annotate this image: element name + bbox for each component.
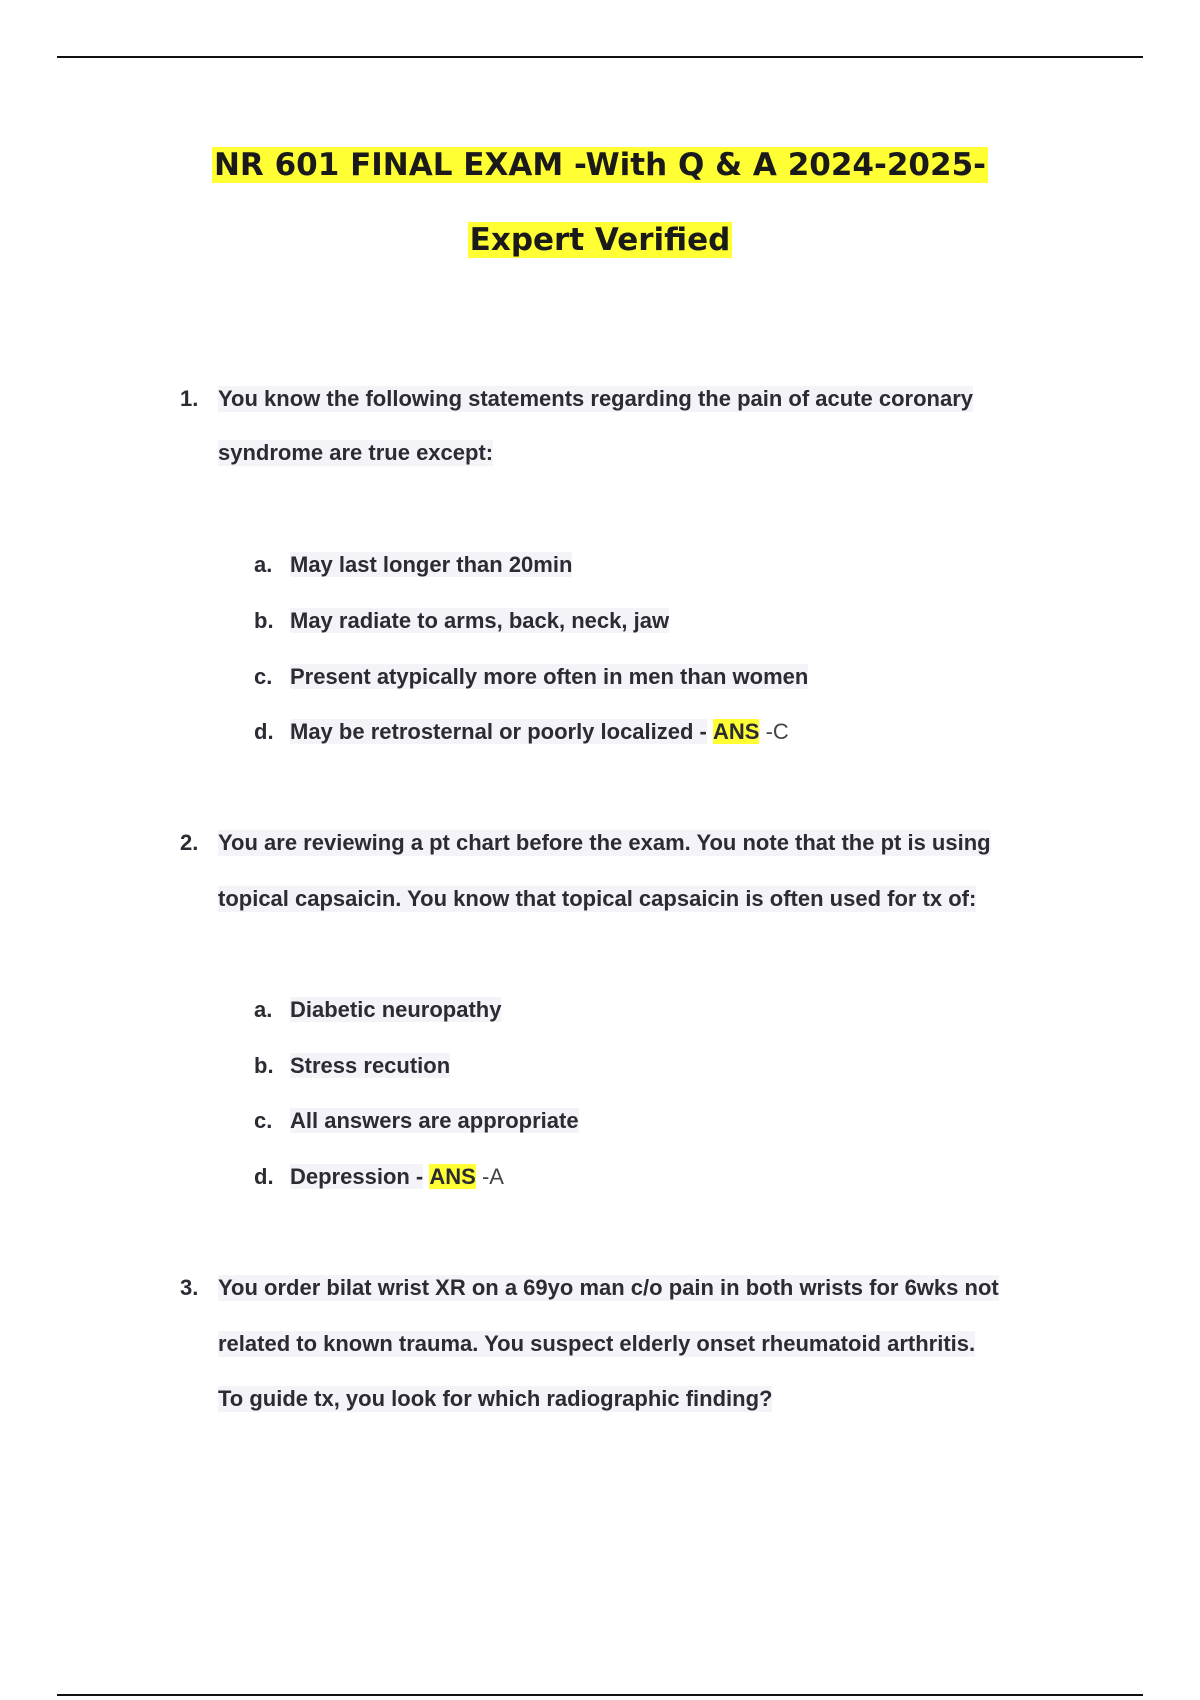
- title-line-2: Expert Verified: [469, 222, 731, 258]
- question-text-line: topical capsaicin. You know that topical capsaicin is often used for tx of:: [218, 886, 977, 911]
- option-letter: a.: [254, 552, 273, 577]
- bottom-rule: [57, 1694, 1143, 1696]
- option-b: [254, 1053, 450, 1079]
- option-letter: b.: [254, 608, 274, 633]
- answer-value: -A: [481, 1164, 504, 1189]
- option-letter: c.: [254, 664, 273, 689]
- question-text-line: To guide tx, you look for which radiographic finding?: [218, 1386, 773, 1411]
- option-text: All answers are appropriate: [290, 1108, 579, 1133]
- option-letter: b.: [254, 1053, 274, 1078]
- question-number: 3.: [180, 1275, 199, 1300]
- document-title: [0, 145, 1200, 185]
- option-text: Diabetic neuropathy: [290, 997, 502, 1022]
- top-rule: [57, 56, 1143, 58]
- option-text: May radiate to arms, back, neck, jaw: [290, 608, 670, 633]
- option-a: [254, 552, 572, 578]
- option-text: Stress recution: [290, 1053, 451, 1078]
- option-text: Present atypically more often in men than women: [290, 664, 809, 689]
- question-number: 1.: [180, 386, 199, 411]
- question-text-line: You know the following statements regarding the pain of acute coronary: [218, 386, 974, 411]
- question-text-line: related to known trauma. You suspect elderly onset rheumatoid arthritis.: [218, 1331, 976, 1356]
- answer-value: -C: [765, 719, 789, 744]
- option-letter: d.: [254, 719, 274, 744]
- question-text-line: You are reviewing a pt chart before the exam. You note that the pt is using: [218, 830, 991, 855]
- answer-label: ANS: [429, 1164, 476, 1189]
- answer-label: ANS: [713, 719, 760, 744]
- option-letter: d.: [254, 1164, 274, 1189]
- question-text-line: syndrome are true except:: [218, 440, 494, 465]
- option-text: May last longer than 20min: [290, 552, 573, 577]
- option-b: [254, 608, 669, 634]
- option-a: [254, 997, 501, 1023]
- option-c: [254, 664, 808, 690]
- option-letter: a.: [254, 997, 273, 1022]
- document-subtitle: [0, 220, 1200, 260]
- question-number: 2.: [180, 830, 199, 855]
- title-line-1: NR 601 FINAL EXAM -With Q & A 2024-2025-: [213, 147, 987, 183]
- option-c: [254, 1108, 579, 1134]
- option-text: May be retrosternal or poorly localized -: [290, 719, 707, 744]
- option-letter: c.: [254, 1108, 273, 1133]
- option-d: [254, 1164, 504, 1190]
- question-text-line: You order bilat wrist XR on a 69yo man c/o pain in both wrists for 6wks not: [218, 1275, 999, 1300]
- option-d: [254, 719, 789, 745]
- option-text: Depression -: [290, 1164, 424, 1189]
